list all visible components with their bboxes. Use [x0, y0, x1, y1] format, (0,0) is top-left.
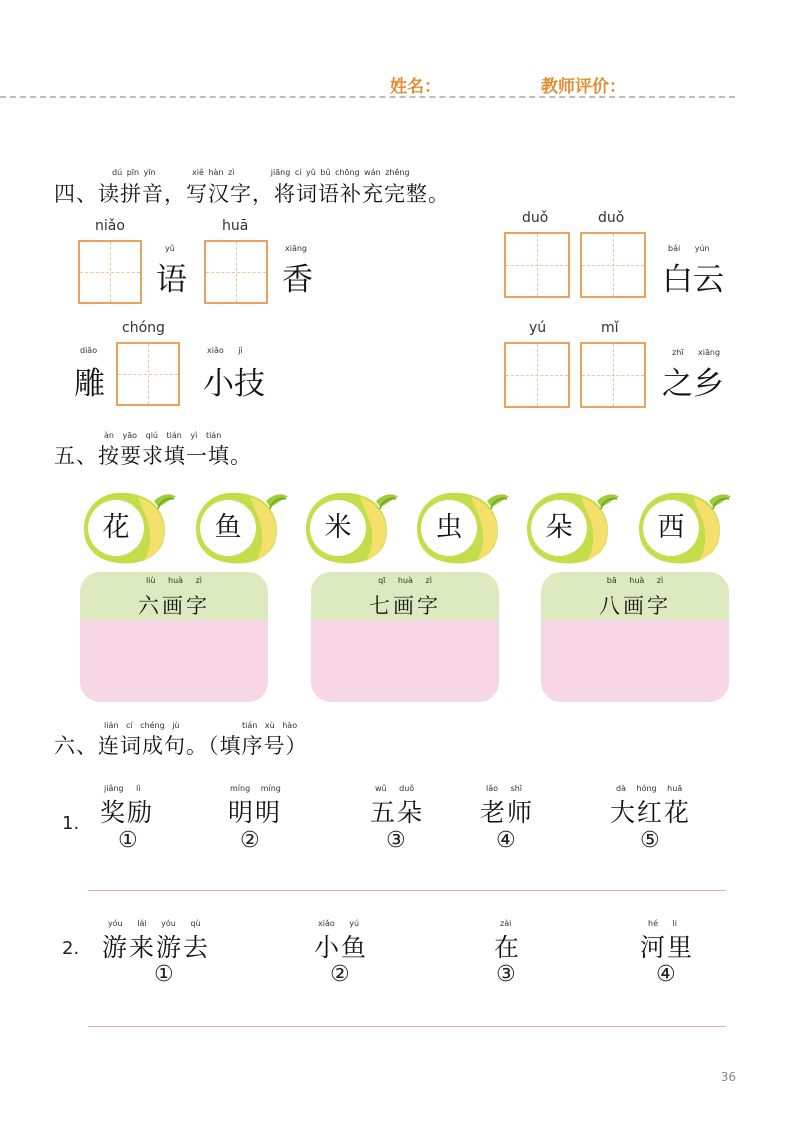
write-box[interactable] — [580, 342, 646, 408]
given-characters: 之乡 — [662, 366, 724, 402]
section5-title-pinyin: àn yāo qiú tián yì tián — [104, 431, 222, 440]
question-number: 1. — [62, 813, 80, 834]
card-answer-area[interactable] — [311, 620, 499, 702]
pear-character: 西 — [657, 512, 685, 543]
character-pear — [521, 487, 621, 567]
word-pinyin: zài — [500, 919, 512, 928]
card-pinyin: qī huà zì — [378, 576, 432, 585]
word-pinyin: míng míng — [230, 784, 281, 793]
word-card: 在 — [494, 933, 522, 962]
word-pinyin: dà hóng huā — [616, 784, 683, 793]
word-pinyin: xiǎo yú — [318, 919, 360, 928]
pear-character: 米 — [324, 512, 352, 543]
box-pinyin: yú — [529, 320, 547, 336]
section6-title-pinyin-b: tián xù hào — [242, 721, 298, 730]
word-pinyin: yǔ — [165, 244, 175, 253]
write-box[interactable] — [504, 342, 570, 408]
section5-title: 五、按要求填一填。 — [54, 444, 252, 468]
card-eight-strokes — [541, 572, 729, 702]
card-pinyin: liù huà zì — [145, 576, 203, 585]
given-character: 语 — [156, 262, 187, 298]
word-card: 大红花 — [610, 798, 692, 827]
order-mark: ③ — [496, 962, 516, 987]
write-box[interactable] — [504, 232, 570, 298]
section6-title: 六、连词成句。（填序号） — [54, 734, 308, 758]
page-number: 36 — [720, 1070, 736, 1084]
given-characters: 小技 — [203, 366, 265, 402]
header-divider — [0, 96, 735, 98]
order-mark: ③ — [386, 828, 406, 853]
word-pinyin: wǔ duǒ — [375, 784, 415, 793]
pear-character: 虫 — [435, 512, 463, 543]
word-card: 河里 — [640, 933, 695, 962]
section4-title: 四、读拼音，写汉字，将词语补充完整。 — [54, 182, 450, 206]
box-pinyin: niǎo — [95, 218, 125, 234]
answer-line[interactable] — [88, 1026, 726, 1027]
order-mark: ① — [154, 962, 174, 987]
word-card: 老师 — [480, 798, 535, 827]
word-card: 明明 — [228, 798, 283, 827]
word-pinyin: zhī xiāng — [672, 348, 721, 357]
box-pinyin: duǒ — [598, 210, 625, 226]
word-pinyin: lǎo shī — [486, 784, 523, 793]
word-pinyin: xiāng — [285, 244, 308, 253]
word-pinyin: bái yún — [668, 244, 710, 253]
word-card: 游来游去 — [102, 933, 211, 962]
write-box[interactable] — [78, 240, 142, 304]
word-card: 五朵 — [370, 798, 425, 827]
order-mark: ② — [330, 962, 350, 987]
pear-character: 花 — [102, 512, 130, 543]
box-pinyin: chóng — [122, 320, 165, 336]
given-character: 雕 — [74, 366, 105, 402]
write-box[interactable] — [204, 240, 268, 304]
word-pinyin: xiǎo jì — [207, 346, 243, 355]
given-characters: 白云 — [662, 262, 724, 298]
card-title: 六画字 — [138, 594, 210, 618]
character-pear — [300, 487, 400, 567]
order-mark: ② — [240, 828, 260, 853]
teacher-evaluation-label: 教师评价： — [541, 77, 626, 97]
answer-line[interactable] — [88, 890, 726, 891]
write-box[interactable] — [580, 232, 646, 298]
order-mark: ④ — [656, 962, 676, 987]
pear-character: 鱼 — [214, 512, 242, 543]
card-six-strokes — [80, 572, 268, 702]
name-label: 姓名： — [390, 77, 441, 97]
word-card: 奖励 — [100, 798, 155, 827]
card-pinyin: bā huà zì — [606, 576, 664, 585]
pear-character: 朵 — [545, 512, 573, 543]
box-pinyin: mǐ — [601, 320, 619, 336]
character-pear — [78, 487, 178, 567]
card-title: 八画字 — [599, 594, 671, 618]
section4-title-pinyin: dú pīn yīn xiě hàn zì jiāng cí yǔ bǔ chōng wán zhěng — [112, 168, 410, 177]
word-pinyin: diāo — [80, 346, 98, 355]
character-pear — [411, 487, 511, 567]
question-number: 2. — [62, 938, 80, 959]
character-pear — [190, 487, 290, 567]
box-pinyin: duǒ — [522, 210, 549, 226]
write-box[interactable] — [116, 342, 180, 406]
card-title: 七画字 — [369, 594, 441, 618]
word-pinyin: hé li — [648, 919, 677, 928]
card-answer-area[interactable] — [541, 620, 729, 702]
word-card: 小鱼 — [314, 933, 369, 962]
given-character: 香 — [282, 262, 313, 298]
card-seven-strokes — [311, 572, 499, 702]
word-pinyin: jiǎng lì — [104, 784, 141, 793]
order-mark: ① — [118, 828, 138, 853]
character-pear — [633, 487, 733, 567]
card-answer-area[interactable] — [80, 620, 268, 702]
word-pinyin: yóu lái yóu qù — [108, 919, 201, 928]
section6-title-pinyin-a: lián cí chéng jù — [104, 721, 180, 730]
order-mark: ⑤ — [640, 828, 660, 853]
box-pinyin: huā — [222, 218, 249, 234]
order-mark: ④ — [496, 828, 516, 853]
